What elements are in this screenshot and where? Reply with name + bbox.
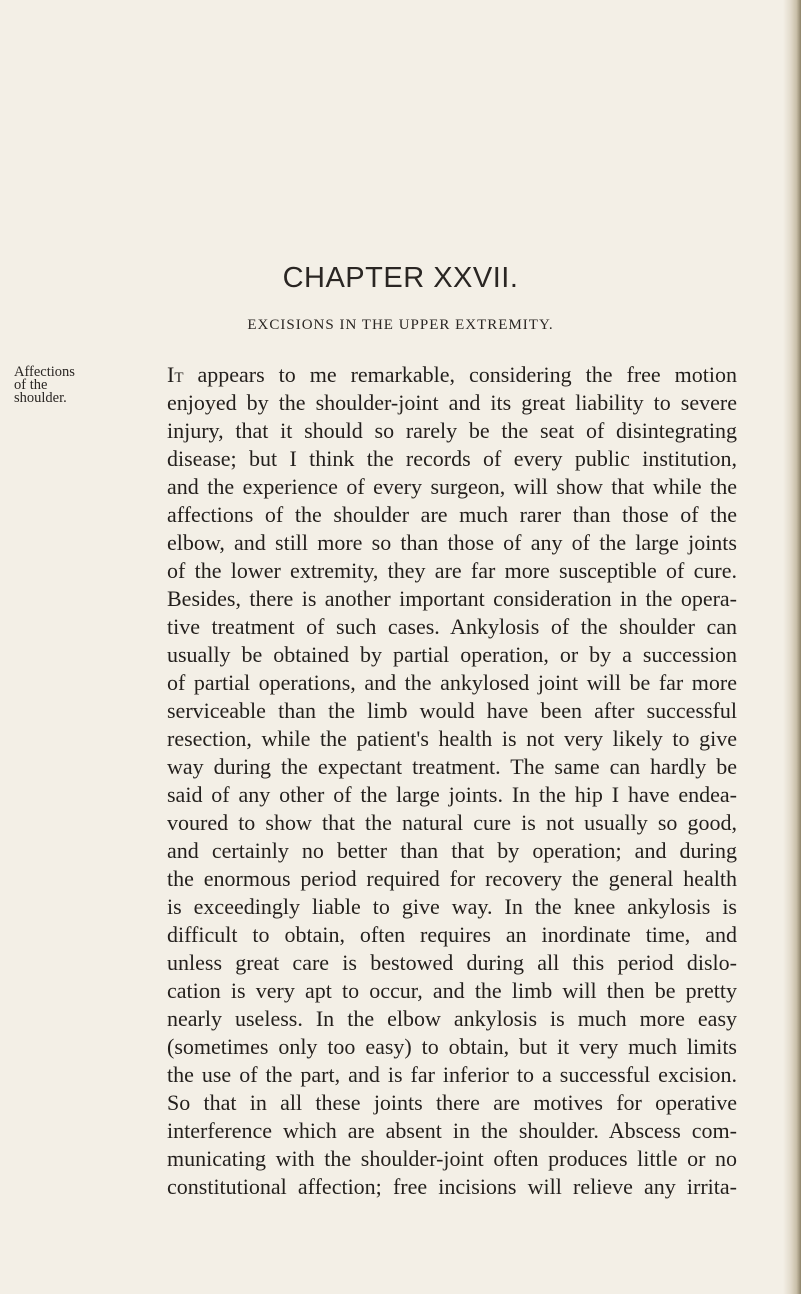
body-line: the enormous period required for recovery the general health (167, 866, 737, 891)
body-line: (sometimes only too easy) to obtain, but it very much limits (167, 1034, 737, 1059)
body-line: of the lower extremity, they are far more susceptible of cure. (167, 558, 737, 583)
body-line: affections of the shoulder are much rarer than those of the (167, 502, 737, 527)
marginal-note (14, 366, 94, 405)
body-line (167, 361, 737, 389)
body-line: of partial operations, and the ankylosed joint will be far more (167, 670, 737, 695)
marginal-note-line: of the (14, 377, 48, 393)
chapter-title: CHAPTER XXVII. (282, 262, 519, 294)
body-line: difficult to obtain, often requires an inordinate time, and (167, 922, 737, 947)
body-line: and the experience of every surgeon, will show that while the (167, 474, 737, 499)
body-line: municating with the shoulder-joint often produces little or no (167, 1146, 737, 1171)
body-line: elbow, and still more so than those of any of the large joints (167, 530, 737, 555)
body-line: tive treatment of such cases. Ankylosis of the shoulder can (167, 614, 737, 639)
marginal-note-line: shoulder. (14, 390, 67, 406)
body-line: said of any other of the large joints. In the hip I have endea- (167, 782, 737, 807)
body-line: unless great care is bestowed during all this period dislo- (167, 950, 737, 975)
body-line: constitutional affection; free incisions will relieve any irrita- (167, 1174, 737, 1199)
body-line: voured to show that the natural cure is not usually so good, (167, 810, 737, 835)
body-line: injury, that it should so rarely be the seat of disintegrating (167, 418, 737, 443)
body-paragraph (167, 361, 737, 1201)
body-line: disease; but I think the records of every public institution, (167, 446, 737, 471)
body-line: enjoyed by the shoulder-joint and its great liability to severe (167, 390, 737, 415)
body-line: the use of the part, and is far inferior to a successful excision. (167, 1062, 737, 1087)
body-line: So that in all these joints there are motives for operative (167, 1090, 737, 1115)
body-line: way during the expectant treatment. The same can hardly be (167, 754, 737, 779)
marginal-note-line: Affections (14, 364, 75, 380)
body-line: serviceable than the limb would have been after successful (167, 698, 737, 723)
body-line: cation is very apt to occur, and the limb will then be pretty (167, 978, 737, 1003)
section-title: EXCISIONS IN THE UPPER EXTREMITY. (247, 317, 554, 333)
body-line: nearly useless. In the elbow ankylosis is much more easy (167, 1006, 737, 1031)
body-line: resection, while the patient's health is not very likely to give (167, 726, 737, 751)
body-line: is exceedingly liable to give way. In the knee ankylosis is (167, 894, 737, 919)
first-line-text: appears to me remarkable, considering the free motion (183, 362, 737, 387)
opening-word: It (167, 362, 184, 387)
body-line: interference which are absent in the shoulder. Abscess com- (167, 1118, 737, 1143)
body-line: usually be obtained by partial operation, or by a succession (167, 642, 737, 667)
body-line: and certainly no better than that by operation; and during (167, 838, 737, 863)
body-line: Besides, there is another important consideration in the opera- (167, 586, 737, 611)
page-edge-shadow (783, 0, 801, 1294)
